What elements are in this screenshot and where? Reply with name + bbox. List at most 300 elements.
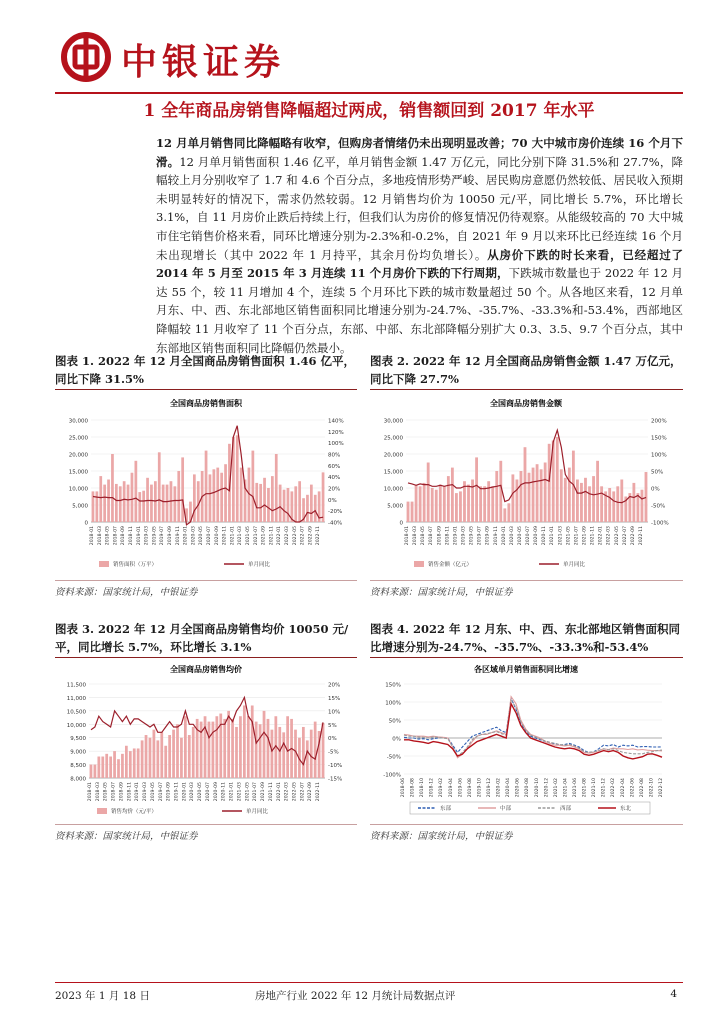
bar — [584, 478, 587, 522]
legend-label-2: 西部 — [560, 806, 572, 812]
x-axis-tick: 2019-06 — [458, 778, 464, 798]
x-axis-tick: 2018-07 — [429, 526, 435, 546]
right-axis-tick: 0% — [328, 497, 337, 504]
x-axis-tick: 2021-05 — [245, 526, 251, 546]
bar — [271, 730, 274, 778]
bar — [107, 480, 110, 523]
bar — [459, 491, 462, 522]
right-axis-tick: 5% — [328, 722, 337, 729]
x-axis-tick: 2019-10 — [477, 778, 483, 798]
bar — [282, 732, 285, 778]
legend-bar-label: 销售面积（万平） — [113, 562, 158, 568]
x-axis-tick: 2018-01 — [87, 782, 93, 802]
y-axis-tick: -50% — [386, 754, 401, 761]
x-axis-tick: 2021-09 — [261, 782, 267, 802]
legend-label-1: 中部 — [500, 806, 512, 812]
y-axis-tick: 0% — [392, 736, 401, 743]
bar — [90, 765, 93, 778]
left-axis-tick: 0 — [84, 520, 88, 527]
bar — [495, 471, 498, 522]
figure-1-source: 资料来源：国家统计局，中银证券 — [55, 587, 198, 598]
right-axis-tick: 20% — [328, 486, 341, 493]
left-axis-tick: 5,000 — [72, 503, 88, 510]
bar — [129, 751, 132, 778]
bar — [306, 495, 309, 522]
legend-line-label: 单月同比 — [248, 562, 271, 568]
figure-4-chart-title: 各区域单月销售面积同比增速 — [474, 665, 578, 674]
x-axis-tick: 2021-09 — [582, 526, 588, 546]
x-axis-tick: 2020-04 — [506, 778, 512, 798]
right-axis-tick: 120% — [328, 429, 344, 436]
x-axis-tick: 2021-03 — [558, 526, 564, 546]
x-axis-tick: 2021-01 — [229, 782, 235, 802]
x-axis-tick: 2022-03 — [606, 526, 612, 546]
x-axis-tick: 2020-07 — [205, 782, 211, 802]
bar — [608, 488, 611, 522]
x-axis-tick: 2022-12 — [659, 778, 664, 798]
x-axis-tick: 2020-01 — [182, 782, 188, 802]
page-footer — [55, 982, 683, 1002]
bar — [224, 464, 227, 522]
left-axis-tick: 0 — [399, 520, 403, 527]
bar — [134, 461, 137, 522]
x-axis-tick: 2018-05 — [105, 526, 111, 546]
x-axis-tick: 2020-02 — [496, 778, 502, 798]
x-axis-tick: 2018-03 — [95, 782, 101, 802]
bar — [467, 485, 470, 522]
bar — [153, 730, 156, 778]
x-axis-tick: 2022-07 — [622, 526, 628, 546]
x-axis-tick: 2022-01 — [598, 526, 604, 546]
figure-3-source: 资料来源：国家统计局，中银证券 — [55, 831, 198, 842]
figure-4 — [370, 620, 683, 842]
x-axis-tick: 2018-12 — [429, 778, 435, 798]
bar — [310, 730, 313, 778]
bar — [117, 759, 120, 778]
footer-doc-title: 房地产行业 2022 年 12 月统计局数据点评 — [255, 990, 456, 1002]
bar — [475, 457, 478, 522]
legend-bar-swatch — [99, 561, 109, 567]
x-axis-tick: 2019-09 — [167, 526, 173, 546]
x-axis-tick: 2020-07 — [206, 526, 212, 546]
bar — [115, 484, 118, 522]
x-axis-tick: 2019-04 — [448, 778, 454, 798]
x-axis-tick: 2022-09 — [308, 782, 314, 802]
bar — [637, 493, 640, 522]
x-axis-tick: 2020-10 — [534, 778, 540, 798]
bar — [503, 508, 506, 522]
bar — [616, 486, 619, 522]
bar — [103, 485, 106, 522]
bar — [166, 485, 169, 522]
x-axis-tick: 2021-01 — [230, 526, 236, 546]
x-axis-tick: 2020-05 — [517, 526, 523, 546]
bar — [532, 468, 535, 522]
x-axis-tick: 2021-06 — [573, 778, 578, 798]
bar — [580, 483, 583, 522]
bar — [239, 716, 242, 778]
figure-3-chart-title: 全国商品房销售均价 — [170, 665, 242, 674]
bar — [251, 451, 254, 522]
bar — [145, 735, 148, 778]
x-axis-tick: 2019-09 — [166, 782, 172, 802]
left-axis-tick: 25,000 — [68, 435, 88, 442]
x-axis-tick: 2018-10 — [420, 778, 426, 798]
bar — [247, 716, 250, 778]
x-axis-tick: 2022-05 — [614, 526, 620, 546]
bar — [322, 472, 325, 522]
left-axis-tick: 25,000 — [383, 435, 403, 442]
bar — [536, 464, 539, 522]
right-axis-tick: 100% — [651, 452, 667, 459]
x-axis-tick: 2018-09 — [121, 526, 127, 546]
legend-bar-swatch — [414, 561, 424, 567]
right-axis-tick: -100% — [651, 520, 669, 527]
bar — [645, 472, 648, 522]
para-text-1: 12 月单月销售面积 1.46 亿平，单月销售金额 1.47 万亿元，同比分别下降 31.5%和 27.7%，降幅较上月分别收窄了 1.7 和 4.6 个百分点，多地疫情形势严峻、居民购房意愿仍然较低、居民收入预期未明显转好的情况下，需求仍然较弱。12 月销售均价为 10050 元/平，同比增长 5.7%，环比增长 3.1%，自 11 月房价止跌后持续上行，但我们认为房价的修复情况仍待观察。从能级较高的 70 大中城市住宅销售价格来看，同环比增速分别为-2.3%和-0.2%，自 2021 年 9 月以来环比已经连续 16 个月未出现增长（其中 2022 年 1 月持平，其余月份均负增长）。 — [156, 154, 683, 262]
bar — [105, 754, 108, 778]
bar — [173, 486, 176, 522]
x-axis-tick: 2021-02 — [553, 778, 559, 798]
bar — [259, 484, 262, 522]
x-axis-tick: 2022-10 — [649, 778, 655, 798]
x-axis-tick: 2020-01 — [501, 526, 507, 546]
bar — [435, 490, 438, 522]
left-axis-tick: 10,500 — [66, 709, 86, 716]
right-axis-tick: -5% — [328, 749, 339, 756]
x-axis-tick: 2021-07 — [574, 526, 580, 546]
left-axis-tick: 10,000 — [68, 486, 88, 493]
bar — [208, 722, 211, 778]
x-axis-tick: 2018-07 — [111, 782, 117, 802]
x-axis-tick: 2020-11 — [221, 782, 227, 802]
legend-bar-swatch — [97, 808, 107, 814]
x-axis-tick: 2019-02 — [439, 778, 445, 798]
right-axis-tick: 80% — [328, 452, 341, 459]
bar — [443, 486, 446, 522]
x-axis-tick: 2019-05 — [152, 526, 158, 546]
bar — [133, 748, 136, 778]
left-axis-tick: 11,000 — [66, 695, 86, 702]
bar — [255, 483, 258, 522]
figure-2-source: 资料来源：国家统计局，中银证券 — [370, 587, 513, 598]
series-line-0 — [404, 698, 662, 752]
figure-3-chart — [55, 658, 357, 820]
x-axis-tick: 2019-01 — [135, 782, 141, 802]
x-axis-tick: 2018-05 — [103, 782, 109, 802]
bar — [491, 486, 494, 522]
bar — [119, 486, 122, 522]
bar — [236, 435, 239, 522]
figure-4-title: 图表 4. 2022 年 12 月东、中、西、东北部地区销售面积同比增速分别为-24.7%、-35.7%、-33.3%和-53.4% — [370, 620, 683, 658]
x-axis-tick: 2019-05 — [150, 782, 156, 802]
bar — [94, 765, 97, 778]
x-axis-tick: 2018-03 — [97, 526, 103, 546]
bar — [588, 486, 591, 522]
bar — [544, 463, 547, 523]
bar — [520, 471, 523, 522]
x-axis-tick: 2021-05 — [566, 526, 572, 546]
bar — [314, 722, 317, 778]
right-axis-tick: 0% — [651, 486, 660, 493]
bar — [146, 478, 149, 522]
bar — [516, 480, 519, 523]
figure-2-title: 图表 2. 2022 年 12 月全国商品房销售金额 1.47 万亿元，同比下降 27.7% — [370, 352, 683, 390]
bar — [111, 454, 114, 522]
x-axis-tick: 2020-05 — [199, 526, 205, 546]
left-axis-tick: 20,000 — [68, 452, 88, 459]
left-axis-tick: 15,000 — [68, 469, 88, 476]
legend-label-3: 东北 — [620, 806, 632, 812]
bar — [188, 735, 191, 778]
left-axis-tick: 30,000 — [68, 418, 88, 425]
x-axis-tick: 2018-05 — [421, 526, 427, 546]
bar — [314, 495, 317, 522]
bar — [310, 485, 313, 522]
x-axis-tick: 2020-06 — [515, 778, 521, 798]
bar — [255, 722, 258, 778]
left-axis-tick: 20,000 — [383, 452, 403, 459]
x-axis-tick: 2021-11 — [590, 526, 596, 546]
figure-2 — [370, 352, 683, 598]
y-axis-tick: 50% — [388, 718, 401, 725]
x-axis-tick: 2019-11 — [493, 526, 499, 546]
left-axis-tick: 5,000 — [387, 503, 403, 510]
x-axis-tick: 2020-09 — [213, 782, 219, 802]
x-axis-tick: 2021-01 — [550, 526, 556, 546]
bar — [451, 468, 454, 522]
para-bold-2: 从房价下跌的时长来看，已经超过了 2014 年 5 月至 2015 年 3 月连续 11 个月房价下跌的下行周期， — [156, 247, 684, 281]
bar — [306, 740, 309, 778]
x-axis-tick: 2019-01 — [136, 526, 142, 546]
bar — [99, 476, 102, 522]
bar — [548, 444, 551, 522]
brand-name: 中银证券 — [121, 42, 286, 83]
bar — [251, 705, 254, 778]
x-axis-tick: 2020-08 — [525, 778, 531, 798]
right-axis-tick: -40% — [328, 520, 343, 527]
bar — [158, 452, 161, 522]
x-axis-tick: 2022-11 — [316, 782, 322, 802]
x-axis-tick: 2020-07 — [526, 526, 532, 546]
x-axis-tick: 2022-02 — [611, 778, 617, 798]
bar — [302, 727, 305, 778]
x-axis-tick: 2022-07 — [300, 782, 306, 802]
bar — [127, 485, 130, 522]
bank-of-china-logo-icon — [61, 32, 111, 82]
bar — [150, 485, 153, 522]
bar — [524, 447, 527, 522]
bar — [620, 480, 623, 523]
right-axis-tick: 10% — [328, 709, 341, 716]
bar — [243, 705, 246, 778]
x-axis-tick: 2020-05 — [198, 782, 204, 802]
bar — [156, 740, 159, 778]
figure-3-chart-box — [55, 658, 357, 825]
bar — [168, 735, 171, 778]
x-axis-tick: 2018-01 — [89, 526, 95, 546]
left-axis-tick: 8,000 — [70, 776, 86, 783]
bar — [95, 491, 98, 522]
x-axis-tick: 2019-03 — [461, 526, 467, 546]
figure-1 — [55, 352, 357, 598]
legend-bar-label: 销售均价（元/平） — [111, 809, 157, 815]
x-axis-tick: 2022-03 — [284, 782, 290, 802]
right-axis-tick: 50% — [651, 469, 664, 476]
bar — [294, 486, 297, 522]
figure-4-chart — [370, 658, 683, 820]
para-bold-1: 12 月单月销售同比降幅略有收窄，但购房者情绪仍未出现明显改善；70 大中城市房价连续 16 个月下滑。 — [156, 136, 683, 169]
bar — [227, 711, 230, 778]
left-axis-tick: 30,000 — [383, 418, 403, 425]
bar — [556, 437, 559, 522]
legend-line-label: 单月同比 — [563, 562, 586, 568]
x-axis-tick: 2022-07 — [300, 526, 306, 546]
x-axis-tick: 2019-07 — [477, 526, 483, 546]
bar — [192, 727, 195, 778]
bar — [172, 730, 175, 778]
x-axis-tick: 2018-01 — [405, 526, 411, 546]
figure-2-chart — [370, 390, 683, 576]
bar — [215, 716, 218, 778]
figure-2-chart-box — [370, 390, 683, 581]
bar — [612, 491, 615, 522]
bar — [141, 740, 144, 778]
right-axis-tick: 150% — [651, 435, 667, 442]
x-axis-tick: 2018-11 — [445, 526, 451, 546]
x-axis-tick: 2020-09 — [534, 526, 540, 546]
bar — [101, 757, 104, 778]
bar — [415, 485, 418, 522]
right-axis-tick: -15% — [328, 776, 343, 783]
bar — [507, 503, 510, 522]
y-axis-tick: 100% — [385, 700, 401, 707]
bar — [423, 483, 426, 522]
legend-label-0: 东部 — [440, 806, 452, 812]
figure-4-source: 资料来源：国家统计局，中银证券 — [370, 831, 513, 842]
bar — [275, 454, 278, 522]
bar — [131, 473, 134, 522]
y-axis-tick: -100% — [383, 772, 401, 779]
series-line-2 — [404, 700, 662, 756]
x-axis-tick: 2022-08 — [639, 778, 645, 798]
figure-1-chart — [55, 390, 357, 576]
bar — [113, 751, 116, 778]
bar — [176, 724, 179, 778]
bar — [125, 746, 128, 778]
bar — [180, 738, 183, 778]
left-axis-tick: 10,000 — [383, 486, 403, 493]
bar — [259, 724, 262, 778]
bar — [267, 488, 270, 522]
x-axis-tick: 2022-09 — [630, 526, 636, 546]
bar — [177, 471, 180, 522]
figure-4-chart-box — [370, 658, 683, 825]
x-axis-tick: 2018-07 — [113, 526, 119, 546]
bar — [576, 480, 579, 523]
right-axis-tick: 15% — [328, 695, 341, 702]
bar — [184, 716, 187, 778]
x-axis-tick: 2018-08 — [410, 778, 416, 798]
bar — [479, 486, 482, 522]
x-axis-tick: 2022-11 — [316, 526, 322, 546]
right-axis-tick: 140% — [328, 418, 344, 425]
x-axis-tick: 2020-12 — [544, 778, 550, 798]
right-axis-tick: 20% — [328, 682, 341, 689]
bar — [263, 711, 266, 778]
x-axis-tick: 2019-09 — [485, 526, 491, 546]
x-axis-tick: 2022-05 — [292, 782, 298, 802]
footer-page-number: 4 — [670, 988, 677, 1000]
x-axis-tick: 2018-09 — [119, 782, 125, 802]
figure-2-chart-title: 全国商品房销售金额 — [490, 399, 562, 408]
x-axis-tick: 2020-03 — [509, 526, 515, 546]
x-axis-tick: 2019-03 — [143, 782, 149, 802]
right-axis-tick: 60% — [328, 463, 341, 470]
bar — [419, 486, 422, 522]
x-axis-tick: 2019-07 — [158, 782, 164, 802]
x-axis-tick: 2018-11 — [127, 782, 133, 802]
x-axis-tick: 2021-09 — [261, 526, 267, 546]
footer-date: 2023 年 1 月 18 日 — [55, 990, 150, 1002]
bar — [109, 757, 112, 778]
bar — [162, 485, 165, 522]
bar — [447, 476, 450, 522]
bar — [271, 476, 274, 522]
bar — [212, 722, 215, 778]
bar — [204, 716, 207, 778]
bar — [121, 754, 124, 778]
x-axis-tick: 2020-11 — [222, 526, 228, 546]
figure-3 — [55, 620, 357, 842]
x-axis-tick: 2018-03 — [413, 526, 419, 546]
x-axis-tick: 2019-03 — [144, 526, 150, 546]
right-axis-tick: 0% — [328, 736, 337, 743]
bar — [267, 719, 270, 778]
x-axis-tick: 2021-04 — [563, 778, 569, 798]
bar — [149, 738, 152, 778]
x-axis-tick: 2020-03 — [191, 526, 197, 546]
bar — [600, 486, 603, 522]
bar — [240, 468, 243, 522]
left-axis-tick: 11,500 — [66, 682, 86, 689]
x-axis-tick: 2021-11 — [269, 526, 275, 546]
bar — [528, 473, 531, 522]
legend-bar-label: 销售金额（亿元） — [428, 562, 473, 568]
figure-1-title: 图表 1. 2022 年 12 月全国商品房销售面积 1.46 亿平，同比下降 31.5% — [55, 352, 357, 390]
x-axis-tick: 2019-11 — [175, 526, 181, 546]
bar — [219, 714, 222, 778]
left-axis-tick: 10,000 — [66, 722, 86, 729]
right-axis-tick: -50% — [651, 503, 666, 510]
x-axis-tick: 2022-01 — [277, 526, 283, 546]
bar — [511, 474, 514, 522]
bar — [560, 469, 563, 522]
bar — [97, 757, 100, 778]
bar — [592, 476, 595, 522]
x-axis-tick: 2020-09 — [214, 526, 220, 546]
x-axis-tick: 2022-11 — [638, 526, 644, 546]
bar — [298, 481, 301, 522]
x-axis-tick: 2019-05 — [469, 526, 475, 546]
bar — [596, 461, 599, 522]
bar — [205, 451, 208, 522]
x-axis-tick: 2022-09 — [308, 526, 314, 546]
bar — [154, 481, 157, 522]
x-axis-tick: 2021-05 — [245, 782, 251, 802]
x-axis-tick: 2019-01 — [453, 526, 459, 546]
bar — [283, 490, 286, 522]
